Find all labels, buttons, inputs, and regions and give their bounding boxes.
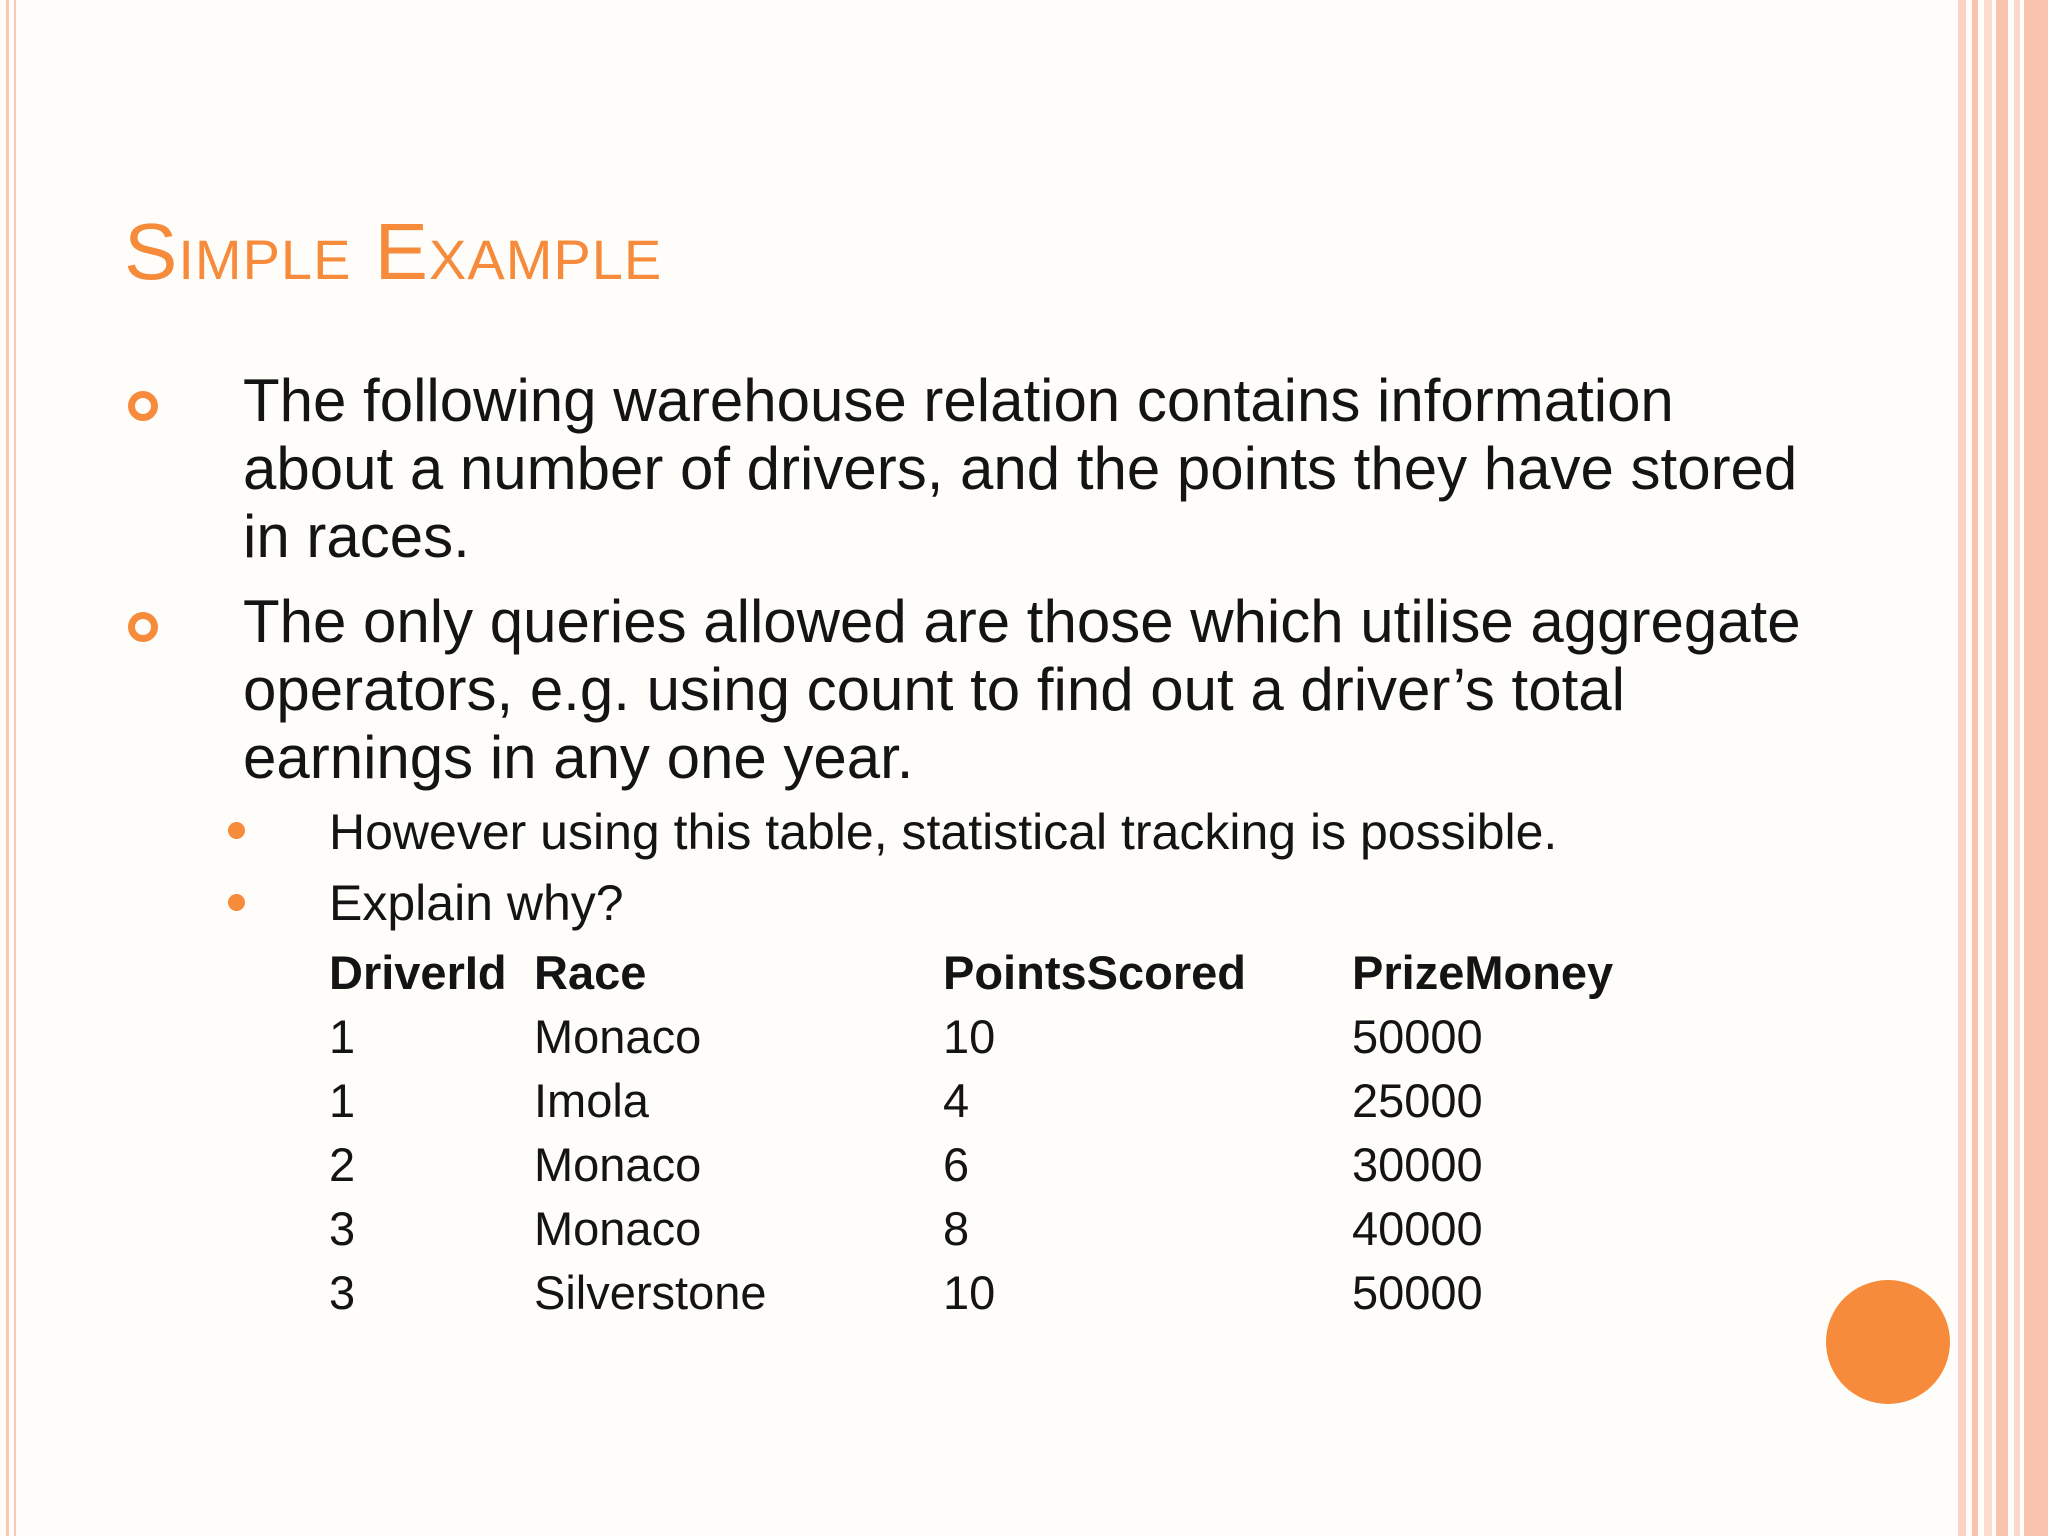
table-cell: 3: [329, 1201, 356, 1255]
table-row: [329, 1004, 1652, 1068]
table-cell: 10: [943, 1265, 996, 1319]
bullet-ring-icon: [128, 391, 158, 421]
right-border-stripe: [1972, 0, 1978, 1536]
table-cell: Silverstone: [534, 1265, 767, 1319]
table-cell: Monaco: [534, 1201, 702, 1255]
slide-title: Simple Example: [124, 207, 663, 296]
table-row: [329, 1068, 1652, 1132]
table-cell: 50000: [1352, 1009, 1483, 1063]
table-row: [329, 1196, 1652, 1260]
table-cell: 30000: [1352, 1137, 1483, 1191]
decorative-circle-icon: [1826, 1280, 1950, 1404]
table-cell: 6: [943, 1137, 970, 1191]
bullet-text: The following warehouse relation contains information about a number of drivers, and the points they have stored in races.: [243, 367, 1798, 570]
bullet-dot-icon: [228, 894, 245, 911]
right-border-stripe: [2014, 0, 2020, 1536]
drivers-table: [329, 940, 1652, 1324]
bullet-ring-icon: [128, 612, 158, 642]
subbullet-text: Explain why?: [329, 875, 624, 931]
table-row: [329, 1260, 1652, 1324]
right-border-stripe: [2024, 0, 2048, 1536]
table-cell: Monaco: [534, 1009, 702, 1063]
bullet-dot-icon: [228, 822, 245, 839]
table-cell: 25000: [1352, 1073, 1483, 1127]
left-border-line: [14, 0, 16, 1536]
bullet-text: The only queries allowed are those which utilise aggregate operators, e.g. using count to find out a driver’s total earnings in any one year.: [243, 588, 1801, 791]
table-cell: 1: [329, 1073, 356, 1127]
column-header-prizemoney: PrizeMoney: [1352, 945, 1614, 999]
table-cell: Imola: [534, 1073, 649, 1127]
table-cell: 3: [329, 1265, 356, 1319]
table-cell: 2: [329, 1137, 356, 1191]
table-cell: 10: [943, 1009, 996, 1063]
table-cell: 1: [329, 1009, 356, 1063]
table-row: [329, 1132, 1652, 1196]
table-header-row: [329, 940, 1652, 1004]
column-header-race: Race: [534, 945, 647, 999]
right-border-stripe: [1984, 0, 1992, 1536]
table-cell: 50000: [1352, 1265, 1483, 1319]
left-border-line: [6, 0, 9, 1536]
table-cell: Monaco: [534, 1137, 702, 1191]
subbullet-text: However using this table, statistical tracking is possible.: [329, 804, 1558, 860]
column-header-pointsscored: PointsScored: [943, 945, 1246, 999]
right-border-stripe: [1958, 0, 1966, 1536]
right-border-stripe: [1996, 0, 2008, 1536]
table-cell: 4: [943, 1073, 970, 1127]
table-cell: 8: [943, 1201, 970, 1255]
table-cell: 40000: [1352, 1201, 1483, 1255]
column-header-driverid: DriverId: [329, 945, 507, 999]
